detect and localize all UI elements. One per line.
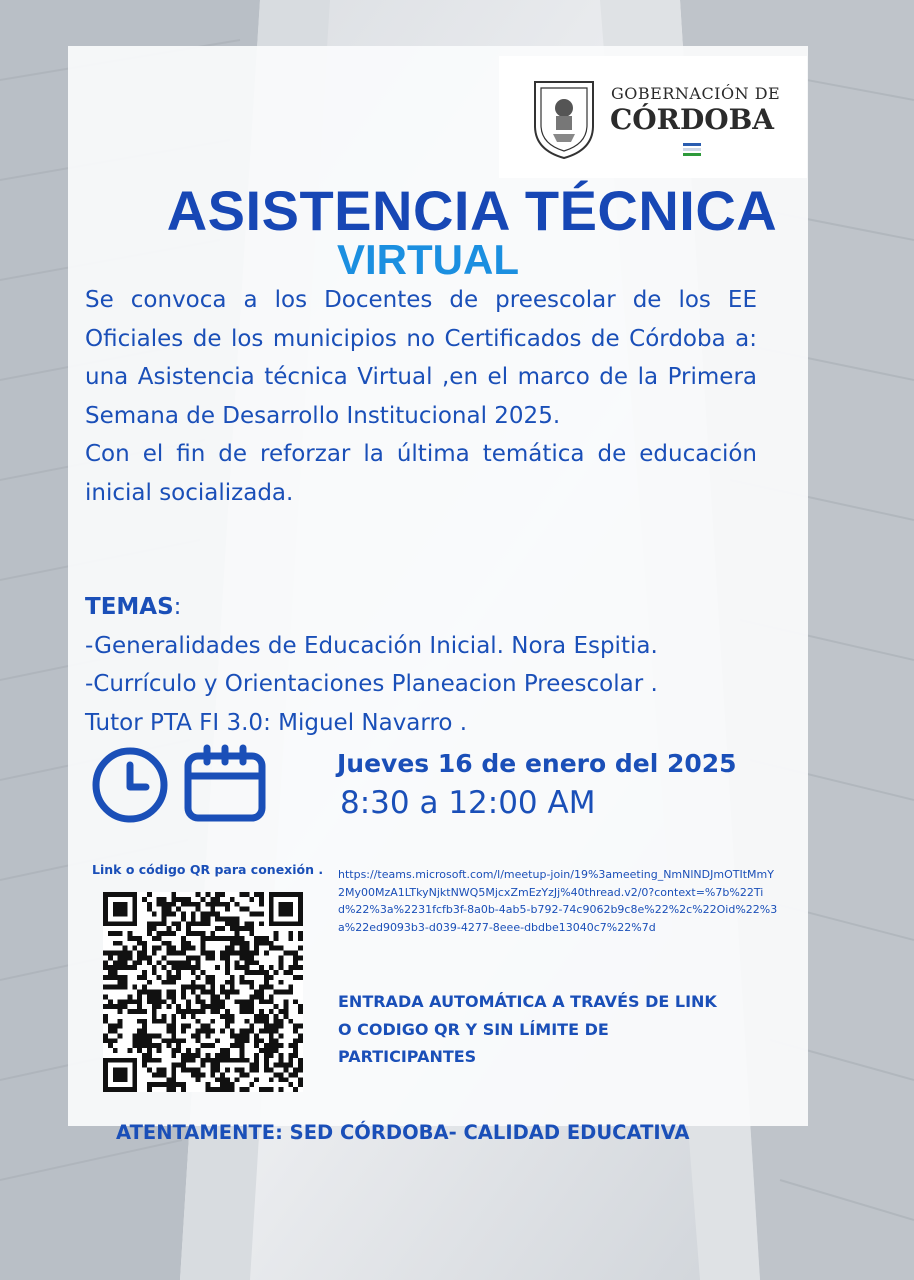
meeting-link[interactable]: https://teams.microsoft.com/l/meetup-join/19%3ameeting_NmNlNDJmOTItMmY2My00MzA1LTkyNjktNWQ5MjcxZmEzYzJj%40thread.v2/0?context=%7b%22Tid%22%3a%2231fcfb3f-8a0b-4ab5-b792-74c9062b9c8e%22%2c%22Oid%22%3a%22ed9093b3-d039-4277-8eee-dbdbe13040c7%22%7d: [338, 868, 778, 934]
connection-label: Link o código QR para conexión .: [92, 862, 324, 877]
government-name-line1: GOBERNACIÓN DE: [611, 84, 781, 103]
page-subtitle: VIRTUAL: [337, 236, 519, 283]
topics-heading: TEMAS:: [85, 594, 182, 620]
topic-item: Tutor PTA FI 3.0: Miguel Navarro .: [85, 709, 468, 736]
qr-code[interactable]: [103, 892, 303, 1092]
cordoba-seal-icon: [531, 78, 597, 160]
intro-paragraph: Se convoca a los Docentes de preescolar de los EE Oficiales de los municipios no Certificados de Córdoba a: una Asistencia técnica Virtual ,en el marco de la Primera Semana de Desarrollo Institucional 2025.: [85, 287, 757, 429]
intro-paragraph: Con el fin de reforzar la última temática de educación inicial socializada.: [85, 441, 757, 506]
government-name-line2: CÓRDOBA: [610, 103, 775, 136]
topic-item: -Generalidades de Educación Inicial. Nora Espitia.: [85, 632, 658, 659]
page-title: ASISTENCIA TÉCNICA: [166, 179, 778, 242]
entry-notice: ENTRADA AUTOMÁTICA A TRAVÉS DE LINK O CODIGO QR Y SIN LÍMITE DE PARTICIPANTES: [338, 992, 717, 1066]
clock-icon: [90, 745, 170, 825]
flag-icon: [683, 143, 701, 157]
footer-signature: ATENTAMENTE: SED CÓRDOBA- CALIDAD EDUCATIVA: [116, 1121, 690, 1144]
calendar-icon: [183, 744, 267, 824]
intro-text: [85, 281, 757, 512]
topic-item: -Currículo y Orientaciones Planeacion Preescolar .: [85, 671, 658, 697]
event-date: Jueves 16 de enero del 2025: [337, 749, 737, 778]
event-time: 8:30 a 12:00 AM: [340, 785, 596, 821]
topics-label: TEMAS: [85, 594, 174, 620]
topics-section: [85, 588, 785, 742]
qr-modules: [103, 892, 303, 1092]
